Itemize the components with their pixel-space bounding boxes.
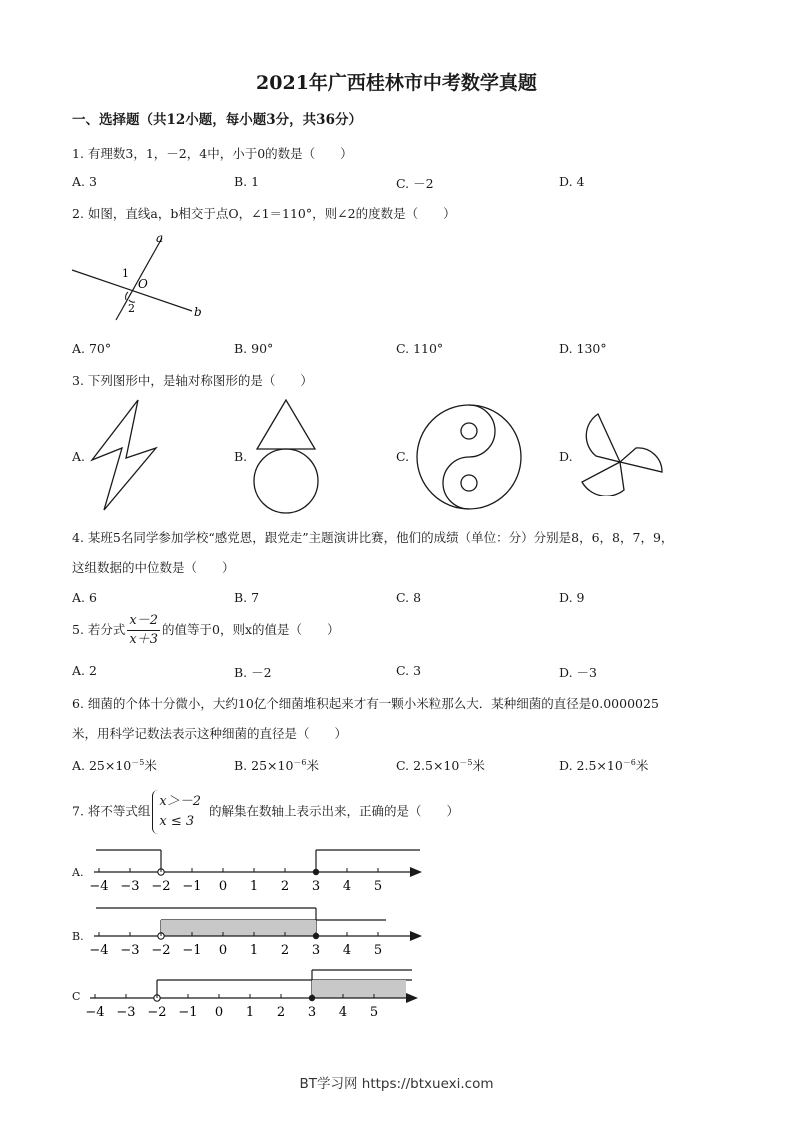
question-6-stem-line1: 6. 细菌的个体十分微小，大约10亿个细菌堆积起来才有一颗小米粒那么大．某种细菌的直径是0.0000025 <box>72 696 659 711</box>
q3-label-b: B. <box>234 449 248 464</box>
q5-option-b: B. －2 <box>234 665 272 680</box>
tick-label: 1 <box>245 1005 255 1020</box>
q4-option-c: C. 8 <box>396 590 422 605</box>
question-6-stem-line2: 米，用科学记数法表示这种细菌的直径是（ ） <box>72 726 348 741</box>
q3-label-a: A. <box>72 449 86 464</box>
q6-d-unit: 米 <box>635 758 649 773</box>
tick-label: 5 <box>369 1005 379 1020</box>
tick-label: 5 <box>373 879 383 894</box>
q5-fraction-numerator: x－2 <box>127 612 160 631</box>
tick-label: −1 <box>182 879 202 894</box>
tick-label: −3 <box>120 943 140 958</box>
q2-option-c: C. 110° <box>396 341 444 356</box>
point-o-label: O <box>138 277 148 291</box>
line-b-label: b <box>194 305 202 319</box>
question-2-stem: 2. 如图，直线a，b相交于点O，∠1＝110°，则∠2的度数是（ ） <box>72 206 456 221</box>
tick-label: 3 <box>307 1005 317 1020</box>
tick-label: 0 <box>218 879 228 894</box>
q1-option-d: D. 4 <box>559 174 585 189</box>
q7-label-b: B. <box>72 930 84 943</box>
tick-label: 4 <box>338 1005 348 1020</box>
angle-2-label: 2 <box>128 302 135 315</box>
footer-watermark: BT学习网 https://btxuexi.com <box>299 1076 494 1092</box>
tick-label: −2 <box>151 879 171 894</box>
angle-1-label: 1 <box>122 267 129 280</box>
q6-option-c <box>396 756 485 774</box>
q1-option-c: C. －2 <box>396 176 434 191</box>
question-1-stem: 1. 有理数3，1，－2，4中，小于0的数是（ ） <box>72 146 353 161</box>
q7-label-a: A. <box>72 866 84 879</box>
tick-label: 2 <box>276 1005 286 1020</box>
q5-fraction <box>127 612 160 649</box>
q6-option-d <box>559 756 648 774</box>
tick-label: 4 <box>342 943 352 958</box>
tick-label: −4 <box>85 1005 105 1020</box>
question-4-stem-line1: 4. 某班5名同学参加学校“感党恩，跟党走”主题演讲比赛，他们的成绩（单位：分）分别是8，6，8，7，9， <box>72 530 674 545</box>
tick-label: 2 <box>280 943 290 958</box>
q5-stem-pre: 5. 若分式 <box>72 622 126 637</box>
q5-fraction-denominator: x＋3 <box>129 632 159 647</box>
tick-label: 0 <box>214 1005 224 1020</box>
number-line-a <box>86 840 426 896</box>
q4-option-a: A. 6 <box>72 590 97 605</box>
q2-option-d: D. 130° <box>559 341 607 356</box>
tick-label: −2 <box>151 943 171 958</box>
q6-c-unit: 米 <box>472 758 485 773</box>
pinwheel-shape <box>574 410 666 496</box>
question-5-stem <box>72 612 340 649</box>
q7-inequality-1: x＞－2 <box>159 794 202 809</box>
tick-label: −3 <box>120 879 140 894</box>
q7-inequality-2: x ≤ 3 <box>159 814 195 829</box>
tick-label: 4 <box>342 879 352 894</box>
q6-c-exponent: －5 <box>459 757 473 767</box>
q6-b-unit: 米 <box>306 758 320 773</box>
q6-c-base: C. 2.5×10 <box>396 758 460 773</box>
q6-b-base: B. 25×10 <box>234 758 294 773</box>
q7-stem-post: 的解集在数轴上表示出来，正确的是（ ） <box>209 803 460 819</box>
q5-option-c: C. 3 <box>396 663 422 678</box>
tick-label: 1 <box>249 943 259 958</box>
triangle-circle-shape <box>250 398 326 514</box>
q7-inequality-system <box>152 790 207 834</box>
q6-b-exponent: －6 <box>293 757 307 767</box>
tick-label: 1 <box>249 879 259 894</box>
q1-option-b: B. 1 <box>234 174 260 189</box>
q5-option-d: D. －3 <box>559 665 597 680</box>
q5-stem-post: 的值等于0，则x的值是（ ） <box>162 622 340 637</box>
tick-label: 5 <box>373 943 383 958</box>
tick-label: 0 <box>218 943 228 958</box>
line-a-label: a <box>156 231 164 245</box>
q2-option-b: B. 90° <box>234 341 274 356</box>
page-title: 2021年广西桂林市中考数学真题 <box>256 72 537 94</box>
lightning-bolt-shape <box>86 398 162 514</box>
q2-option-a: A. 70° <box>72 341 112 356</box>
q5-option-a: A. 2 <box>72 663 97 678</box>
tick-label: 2 <box>280 879 290 894</box>
q6-a-unit: 米 <box>144 758 157 773</box>
tick-label: −3 <box>116 1005 136 1020</box>
tick-label: −4 <box>89 943 109 958</box>
q1-option-a: A. 3 <box>72 174 97 189</box>
number-line-c <box>82 966 422 1022</box>
q3-label-c: C. <box>396 449 410 464</box>
q4-option-d: D. 9 <box>559 590 585 605</box>
question-7-stem <box>72 790 459 834</box>
section-heading: 一、选择题（共12小题，每小题3分，共36分） <box>72 112 362 128</box>
intersecting-lines-figure <box>66 228 216 324</box>
question-4-stem-line2: 这组数据的中位数是（ ） <box>72 560 235 575</box>
q6-d-base: D. 2.5×10 <box>559 758 623 773</box>
q3-label-d: D. <box>559 449 573 464</box>
q6-option-b <box>234 756 319 774</box>
tick-label: −1 <box>182 943 202 958</box>
question-3-stem: 3. 下列图形中，是轴对称图形的是（ ） <box>72 373 313 388</box>
q7-label-c: C <box>72 990 81 1003</box>
q6-a-base: A. 25×10 <box>72 758 132 773</box>
tick-label: 3 <box>311 943 321 958</box>
number-line-b <box>86 904 426 960</box>
q7-stem-pre: 7. 将不等式组 <box>72 803 151 819</box>
tick-label: −2 <box>147 1005 167 1020</box>
q6-option-a <box>72 756 157 774</box>
q6-d-exponent: －6 <box>622 757 636 767</box>
q4-option-b: B. 7 <box>234 590 260 605</box>
tick-label: −4 <box>89 879 109 894</box>
yin-yang-shape <box>414 402 524 512</box>
tick-label: −1 <box>178 1005 198 1020</box>
q6-a-exponent: －5 <box>131 757 145 767</box>
tick-label: 3 <box>311 879 321 894</box>
